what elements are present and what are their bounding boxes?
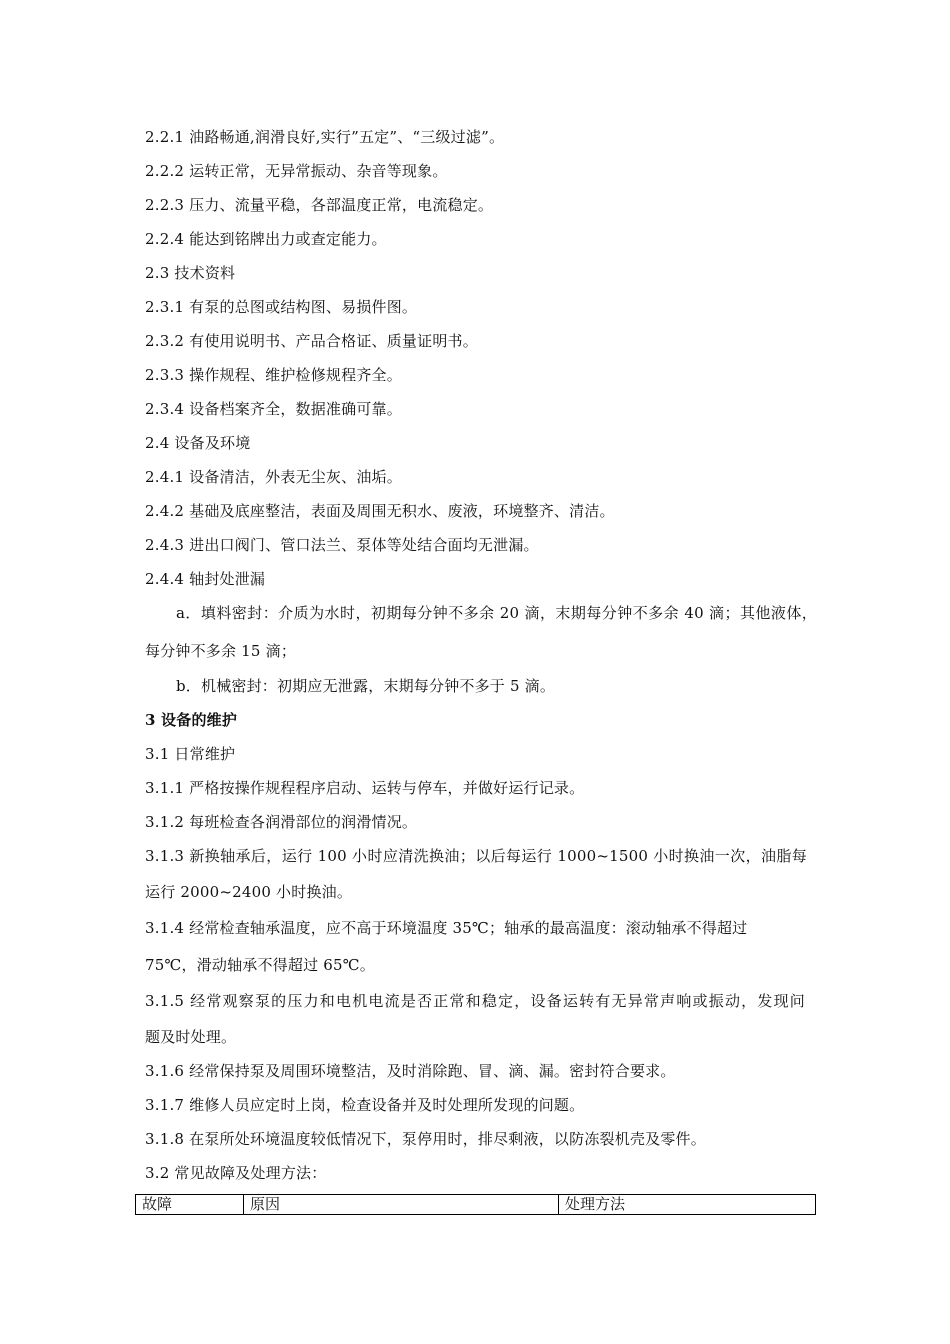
clause-2-3-2: 2.3.2 有使用说明书、产品合格证、质量证明书。	[145, 332, 478, 350]
clause-2-3-4: 2.3.4 设备档案齐全，数据准确可靠。	[145, 400, 402, 418]
section-2-4-heading: 2.4 设备及环境	[145, 434, 251, 452]
table-header-row	[136, 1195, 816, 1215]
clause-3-1-5: 3.1.5 经常观察泵的压力和电机电流是否正常和稳定，设备运转有无异常声响或振动，发现问	[145, 992, 805, 1010]
clause-2-3-3: 2.3.3 操作规程、维护检修规程齐全。	[145, 366, 402, 384]
clause-3-1-8: 3.1.8 在泵所处环境温度较低情况下，泵停用时，排尽剩液，以防冻裂机壳及零件。	[145, 1130, 706, 1148]
header-remedy: 处理方法	[559, 1195, 816, 1215]
clause-2-4-3: 2.4.3 进出口阀门、管口法兰、泵体等处结合面均无泄漏。	[145, 536, 539, 554]
clause-2-2-2: 2.2.2 运转正常，无异常振动、杂音等现象。	[145, 162, 448, 180]
header-fault: 故障	[136, 1195, 244, 1215]
clause-2-4-1: 2.4.1 设备清洁，外表无尘灰、油垢。	[145, 468, 402, 486]
clause-2-2-1: 2.2.1 油路畅通,润滑良好,实行”五定”、“三级过滤”。	[145, 128, 505, 146]
header-cause: 原因	[244, 1195, 559, 1215]
clause-3-1-4-cont: 75℃，滑动轴承不得超过 65℃。	[145, 956, 375, 974]
mechanical-seal-item: b．机械密封：初期应无泄露，末期每分钟不多于 5 滴。	[176, 677, 556, 695]
clause-3-1-1: 3.1.1 严格按操作规程程序启动、运转与停车，并做好运行记录。	[145, 779, 585, 797]
section-3-1-heading: 3.1 日常维护	[145, 745, 236, 763]
clause-3-1-3: 3.1.3 新换轴承后，运行 100 小时应清洗换油；以后每运行 1000~1500 小时换油一次，油脂每	[145, 847, 807, 865]
clause-2-3-1: 2.3.1 有泵的总图或结构图、易损件图。	[145, 298, 418, 316]
section-2-3-heading: 2.3 技术资料	[145, 264, 236, 282]
clause-2-4-4: 2.4.4 轴封处泄漏	[145, 570, 266, 588]
section-3-heading: 3 设备的维护	[145, 711, 238, 729]
clause-3-1-4: 3.1.4 经常检查轴承温度，应不高于环境温度 35℃；轴承的最高温度：滚动轴承不得超过	[145, 919, 748, 937]
section-3-2-heading: 3.2 常见故障及处理方法：	[145, 1164, 327, 1182]
clause-3-1-3-cont: 运行 2000~2400 小时换油。	[145, 883, 353, 901]
packing-seal-item: a．填料密封：介质为水时，初期每分钟不多余 20 滴，末期每分钟不多余 40 滴；其他液体，	[176, 604, 817, 622]
clause-2-2-4: 2.2.4 能达到铭牌出力或查定能力。	[145, 230, 387, 248]
clause-3-1-6: 3.1.6 经常保持泵及周围环境整洁，及时消除跑、冒、滴、漏。密封符合要求。	[145, 1062, 676, 1080]
clause-3-1-7: 3.1.7 维修人员应定时上岗，检查设备并及时处理所发现的问题。	[145, 1096, 585, 1114]
fault-table	[135, 1194, 816, 1215]
clause-2-2-3: 2.2.3 压力、流量平稳，各部温度正常，电流稳定。	[145, 196, 494, 214]
packing-seal-item-cont: 每分钟不多余 15 滴；	[145, 642, 297, 660]
clause-2-4-2: 2.4.2 基础及底座整洁，表面及周围无积水、废液，环境整齐、清洁。	[145, 502, 615, 520]
clause-3-1-5-cont: 题及时处理。	[145, 1028, 237, 1046]
clause-3-1-2: 3.1.2 每班检查各润滑部位的润滑情况。	[145, 813, 418, 831]
